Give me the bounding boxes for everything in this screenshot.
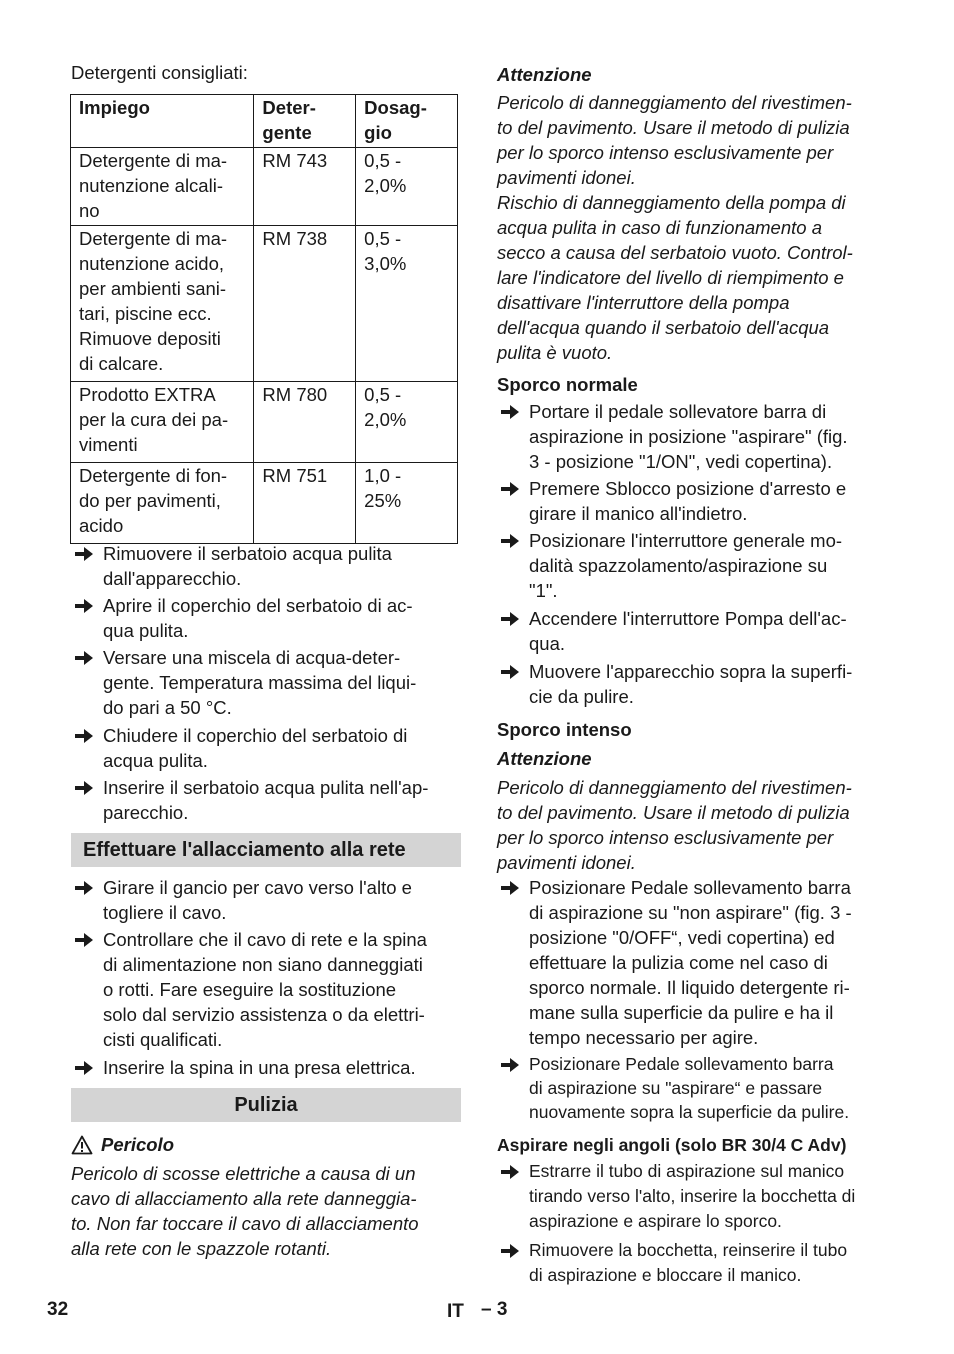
arrow-right-icon [71,723,103,748]
arrow-right-icon [497,1159,529,1184]
arrow-right-icon [497,1238,529,1263]
section-heading-network: Effettuare l'allacciamento alla rete [71,833,461,867]
detergent-table [70,94,458,544]
list-item-text: Posizionare Pedale sollevamento barra di aspirazione su "non aspirare" (fig. 3 - posizione "0/OFF“, vedi copertina) ed effettuare la pulizia come nel caso di sporco normale. Il liquido detergente ri- mane sulla superficie da pulire e ha il tempo necessario per agire. [529,877,852,1048]
intense-dirt-heading: Sporco intenso [497,719,632,740]
list-item-text: Muovere l'apparecchio sopra la superfi- cie da pulire. [529,661,853,707]
intense-dirt-steps [497,875,889,1124]
normal-dirt-steps [497,399,889,709]
list-item [497,606,889,656]
table-cell: 0,5 - 2,0% [356,382,458,463]
table-cell: Detergente di ma- nutenzione acido, per ambienti sani- tari, piscine ecc. Rimuove depositi di calcare. [71,226,254,382]
list-item [71,927,461,1052]
network-steps [71,875,461,1080]
list-item [497,399,889,474]
list-item [71,1055,461,1080]
list-item-text: Posizionare l'interruttore generale mo- dalità spazzolamento/aspirazione su "1". [529,530,843,601]
list-item-text: Inserire la spina in una presa elettrica. [103,1057,416,1078]
list-item-text: Inserire il serbatoio acqua pulita nell'ap- parecchio. [103,777,429,823]
table-cell: 0,5 - 2,0% [356,148,458,226]
arrow-right-icon [497,606,529,631]
arrow-right-icon [71,927,103,952]
table-cell: RM 743 [254,148,356,226]
attention-title: Attenzione [497,748,592,769]
arrow-right-icon [71,593,103,618]
normal-dirt-heading: Sporco normale [497,374,638,395]
list-item [71,645,461,720]
list-item-text: Rimuovere il serbatoio acqua pulita dall'apparecchio. [103,543,392,589]
section-page: – 3 [481,1299,508,1320]
list-item [71,593,461,643]
page-number: 32 [47,1299,69,1320]
list-item [71,541,461,591]
list-item [71,775,461,825]
language-code: IT [447,1301,464,1322]
water-tank-steps [71,541,461,825]
list-item-text: Posizionare Pedale sollevamento barra di aspirazione su "aspirare“ e passare nuovamente sopra la superficie da pulire. [529,1054,850,1122]
table-cell: Detergente di fon- do per pavimenti, acido [71,463,254,544]
arrow-right-icon [71,875,103,900]
list-item [71,723,461,773]
list-item-text: Controllare che il cavo di rete e la spina di alimentazione non siano danneggiati o rotti. Fare eseguire la sostituzione solo dal servizio assistenza o da elettri- cisti qualificati. [103,929,427,1050]
table-cell: RM 780 [254,382,356,463]
list-item-text: Chiudere il coperchio del serbatoio di acqua pulita. [103,725,408,771]
arrow-right-icon [497,476,529,501]
intro-label: Detergenti consigliati: [71,62,248,83]
header-cell: Impiego [71,95,254,148]
list-item-text: Portare il pedale sollevatore barra di aspirazione in posizione "aspirare" (fig. 3 - posizione "1/ON", vedi copertina). [529,401,848,472]
list-item-text: Girare il gancio per cavo verso l'alto e togliere il cavo. [103,877,412,923]
attention-text: Pericolo di danneggiamento del rivestimen- to del pavimento. Usare il metodo di pulizia per lo sporco intenso esclusivamente per pavimenti idonei. [497,777,852,873]
table-cell: Prodotto EXTRA per la cura dei pa- vimenti [71,382,254,463]
header-cell: Dosag- gio [356,95,458,148]
danger-text: Pericolo di scosse elettriche a causa di un cavo di allacciamento alla rete danneggia- to. Non far toccare il cavo di allacciamento alla rete con le spazzole rotanti. [71,1163,419,1259]
table-row [71,226,458,382]
arrow-right-icon [497,399,529,424]
table-row [71,148,458,226]
list-item [497,528,889,603]
list-item-text: Estrarre il tubo di aspirazione sul manico tirando verso l'alto, inserire la bocchetta di aspirazione e aspirare lo sporco. [529,1161,856,1231]
attention-text: Pericolo di danneggiamento del rivestimen- to del pavimento. Usare il metodo di pulizia per lo sporco intenso esclusivamente per pavimenti idonei. Rischio di danneggiamento della pompa di acqua pulita in caso di funzionamento a secco a causa del serbatoio vuoto. Control- lare l'indicatore del livello di riempimento e disattivare l'interruttore della pompa dell'acqua quando il serbatoio dell'acqua pulita è vuoto. [497,92,853,363]
list-item [497,659,889,709]
list-item [497,1159,889,1234]
list-item-text: Rimuovere la bocchetta, reinserire il tubo di aspirazione e bloccare il manico. [529,1240,848,1285]
list-item [71,875,461,925]
danger-title: Pericolo [101,1134,174,1155]
table-cell: Detergente di ma- nutenzione alcali- no [71,148,254,226]
danger-heading [71,1132,174,1157]
table-cell: RM 751 [254,463,356,544]
attention-title: Attenzione [497,64,592,85]
arrow-right-icon [497,875,529,900]
arrow-right-icon [497,1052,529,1077]
table-row [71,463,458,544]
arrow-right-icon [71,775,103,800]
section-heading-cleaning: Pulizia [71,1088,461,1122]
list-item [497,1052,889,1124]
table-cell: 0,5 - 3,0% [356,226,458,382]
arrow-right-icon [497,528,529,553]
arrow-right-icon [71,1055,103,1080]
warning-triangle-icon [71,1135,93,1155]
list-item-text: Aprire il coperchio del serbatoio di ac- qua pulita. [103,595,413,641]
list-item [497,875,889,1050]
corners-heading: Aspirare negli angoli (solo BR 30/4 C Adv) [497,1135,847,1155]
arrow-right-icon [71,645,103,670]
table-cell: 1,0 - 25% [356,463,458,544]
list-item-text: Premere Sblocco posizione d'arresto e girare il manico all'indietro. [529,478,847,524]
arrow-right-icon [497,659,529,684]
list-item-text: Accendere l'interruttore Pompa dell'ac- qua. [529,608,847,654]
list-item-text: Versare una miscela di acqua-deter- gente. Temperatura massima del liqui- do pari a 50 °C. [103,647,417,718]
header-cell: Deter- gente [254,95,356,148]
table-row [71,382,458,463]
arrow-right-icon [71,541,103,566]
table-cell: RM 738 [254,226,356,382]
list-item [497,476,889,526]
list-item [497,1238,889,1288]
corners-steps [497,1159,889,1288]
table-header-row [71,95,458,148]
